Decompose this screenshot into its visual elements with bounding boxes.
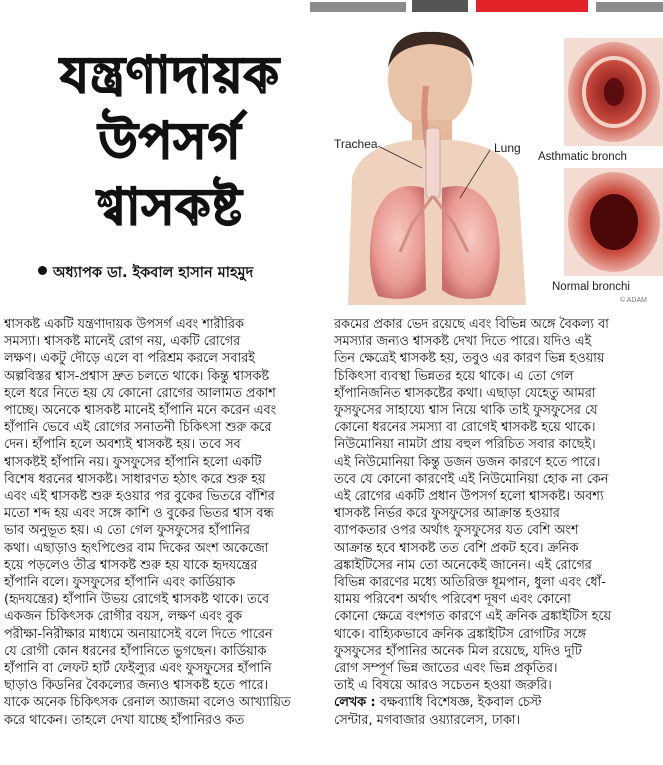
column1-line: হাঁপানি বা লেফট হার্ট ফেইল্যুর এবং ফুসফুসের হাঁপানি: [4, 661, 272, 677]
column1-line: দেন। হাঁপানি হলে অবশ্যই শ্বাসকষ্ট হয়। তবে সব: [4, 437, 241, 453]
column1-line: শ্বাসকষ্ট একটি যন্ত্রণাদায়ক উপসর্গ এবং শারীরিক: [4, 317, 244, 332]
author-note-text-1: বক্ষব্যাধি বিশেষজ্ঞ, ইকবাল চেস্ট: [379, 695, 542, 711]
column1-line: হাঁপানি বলে। ফুসফুসের হাঁপানি এবং কার্ডিয়াক: [4, 575, 236, 591]
author-note-line-1: [334, 694, 663, 711]
column1-line: ভাব অনুভূত হয়। এ তো গেল ফুসফুসের হাঁপানির: [4, 523, 250, 539]
column1-line: করে থাকেন। তাহলে দেখা যাচ্ছে হাঁপানিরও কত: [4, 712, 245, 728]
column1-line: কথা। এছাড়াও হৃৎপিণ্ডের বাম দিকের অংশ অকেজো: [4, 540, 269, 556]
author-note-label: লেখক :: [334, 695, 376, 711]
column2-line: কোনো ক্ষেত্রে বংশগত কারণে এই ক্রনিক ব্রঙ্কাইটিস হয়ে: [334, 609, 612, 625]
column1-line: পরীক্ষা-নিরীক্ষার মাধ্যমে অনায়াসেই বলে দিতে পারেন: [4, 626, 273, 642]
column1-line: হয়ে পড়লেও তীব্র শ্বাসকষ্ট শুরু হয় যাকে হৃদযন্ত্রের: [4, 557, 258, 573]
asthmatic-bronchus-image: [564, 38, 663, 146]
headline: [20, 42, 320, 240]
author-name: অধ্যাপক ডা. ইকবাল হাসান মাহমুদ: [53, 265, 254, 281]
author-note-line-2: সেন্টার, মগবাজার ওয়্যারলেস, ঢাকা।: [334, 712, 521, 728]
column2-line: বিভিন্ন কারণের মধ্যে অতিরিক্ত ধূমপান, ধুলা এবং ধোঁ-: [334, 575, 606, 591]
article-column-1: [4, 316, 319, 729]
column1-line: ছাড়াও কিডনির বৈকল্যের জন্যও শ্বাসকষ্ট হতে পারে।: [4, 678, 269, 694]
byline: [38, 262, 253, 286]
column1-line: হাঁপানি ভেবে এই রোগের সনাতনী চিকিৎসা শুরু করে: [4, 420, 272, 436]
column1-line: বিশেষ ধরনের শ্বাসকষ্ট। সাধারণত হঠাৎ করে শুরু হয়: [4, 471, 266, 487]
headline-line-3: শ্বাসকষ্ট: [97, 177, 243, 236]
column1-line: এবং এই শ্বাসকষ্ট শুরু হওয়ার পর বুকের ভিতরে বাঁশির: [4, 489, 275, 505]
column2-line: এই রোগের একটি প্রধান উপসর্গ হলো শ্বাসকষ্ট। অবশ্য: [334, 489, 604, 505]
column2-line: ব্যাপকতার ওপর অর্থাৎ ফুসফুসের যত বেশি অংশ: [334, 523, 579, 539]
column2-line: তিন ক্ষেত্রেই শ্বাসকষ্ট হয়, তবুও এর কারণ ভিন্ন হওয়ায়: [334, 351, 605, 367]
respiratory-illustration: [330, 28, 663, 305]
bullet-icon: [38, 266, 47, 275]
headline-line-2: উপসর্গ: [98, 111, 242, 170]
column2-line: আক্রান্ত হবে শ্বাসকষ্ট তত বেশি প্রকট হবে। ক্রনিক: [334, 540, 579, 556]
trachea: [426, 128, 440, 198]
column1-line: শ্বাসকষ্টই হাঁপানি নয়। ফুসফুসের হাঁপানি হলো একটি: [4, 454, 262, 470]
column1-line: যাকে অনেক চিকিৎসক রেনাল অ্যাজমা বলেও আখ্যায়িত: [4, 695, 291, 711]
normal-bronchus-image: [564, 168, 663, 276]
column2-line: ফুসফুসের হাঁপানির অনেক মিল রয়েছে, যদিও দুটি: [334, 643, 582, 659]
column1-line: যে রোগী কোন ধরনের হাঁপানিতে ভুগছেন। কার্ডিয়াক: [4, 643, 267, 659]
column2-line: সমস্যার জন্যও শ্বাসকষ্ট দেখা দিতে পারে। যদিও এই: [334, 334, 592, 350]
column2-line: তাই এ বিষয়ে আরও সচেতন হওয়া জরুরি।: [334, 678, 552, 694]
column1-line: একজন চিকিৎসক রোগীর বয়স, লক্ষণ এবং বুক: [4, 609, 242, 625]
column2-line: নিউমোনিয়া নামটা প্রায় বহুল পরিচিত সবার কাছেই।: [334, 437, 596, 453]
asthmatic-label: Asthmatic bronch: [538, 151, 627, 163]
column2-line: শ্বাসকষ্ট নির্ভর করে ফুসফুসের আক্রান্ত হওয়ার: [334, 506, 560, 522]
column2-line: রকমের প্রকার ভেদ রয়েছে এবং বিভিন্ন অঙ্গে বৈকল্য বা: [334, 317, 609, 332]
headline-line-1: যন্ত্রণাদায়ক: [60, 45, 280, 104]
column2-line: ব্রঙ্কাইটিসের নাম তো অনেকেই জানেন। এই রোগের: [334, 557, 592, 573]
normal-label: Normal bronchi: [552, 281, 630, 293]
column1-line: পাচ্ছে। অনেকে শ্বাসকষ্ট মানেই হাঁপানি মনে করেন এবং: [4, 403, 277, 419]
column1-line: লক্ষণ। একটু দৌড়ে এলে বা পরিশ্রম করলে সবারই: [4, 351, 255, 367]
credit-label: © ADAM: [620, 297, 647, 304]
column2-line: ফুসফুসের সাহায্যে শ্বাস নিয়ে থাকি তাই ফুসফুসের যে: [334, 403, 598, 419]
column2-line: এই নিউমোনিয়া কিন্তু ডজন ডজন কারণে হতে পারে।: [334, 454, 601, 470]
lung-label: Lung: [494, 141, 521, 155]
column2-line: য়াময় পরিবেশ অর্থাৎ পরিবেশ দূষণ এবং কোনো: [334, 592, 571, 608]
column1-line: হলে ধরে নিতে হয় যে কোনো রোগের আলামত প্রকাশ: [4, 385, 276, 401]
top-color-bar: [0, 0, 663, 14]
article-column-2: [334, 316, 663, 729]
column2-line: রোগ সম্পূর্ণ ভিন্ন জাতের এবং ভিন্ন প্রকৃতির।: [334, 661, 558, 677]
column1-line: মতো শব্দ হয় এবং সঙ্গে কাশি ও বুকের ভিতর শ্বাস বন্ধ: [4, 506, 274, 522]
column2-line: থাকে। বাহ্যিকভাবে ক্রনিক ব্রঙ্কাইটিস রোগটির সঙ্গে: [334, 626, 586, 642]
column1-line: (হৃদযন্ত্রের) হাঁপানি উভয় রোগেই শ্বাসকষ্ট থাকে। তবে: [4, 592, 270, 608]
column2-line: তবে যে কোনো কারণেই এই নিউমোনিয়া হোক না কেন: [334, 471, 609, 487]
trachea-label: Trachea: [334, 137, 378, 151]
column2-line: হাঁপানিজনিত শ্বাসকষ্টের কথা। এছাড়া যেহেতু আমরা: [334, 385, 596, 401]
column1-line: অল্পবিস্তর শ্বাস-প্রশ্বাস দ্রুত চলতে থাকে। কিন্তু শ্বাসকষ্ট: [4, 368, 269, 384]
column1-line: সমস্যা। শ্বাসকষ্ট মানেই রোগ নয়, একটি রোগের: [4, 334, 241, 350]
column2-line: চিকিৎসা ব্যবস্থা ভিন্নতর হয়ে থাকে। এ তো গেল: [334, 368, 574, 384]
column2-line: কোনো ধরনের সমস্যা বা রোগেই শ্বাসকষ্ট হয়ে থাকে।: [334, 420, 596, 436]
